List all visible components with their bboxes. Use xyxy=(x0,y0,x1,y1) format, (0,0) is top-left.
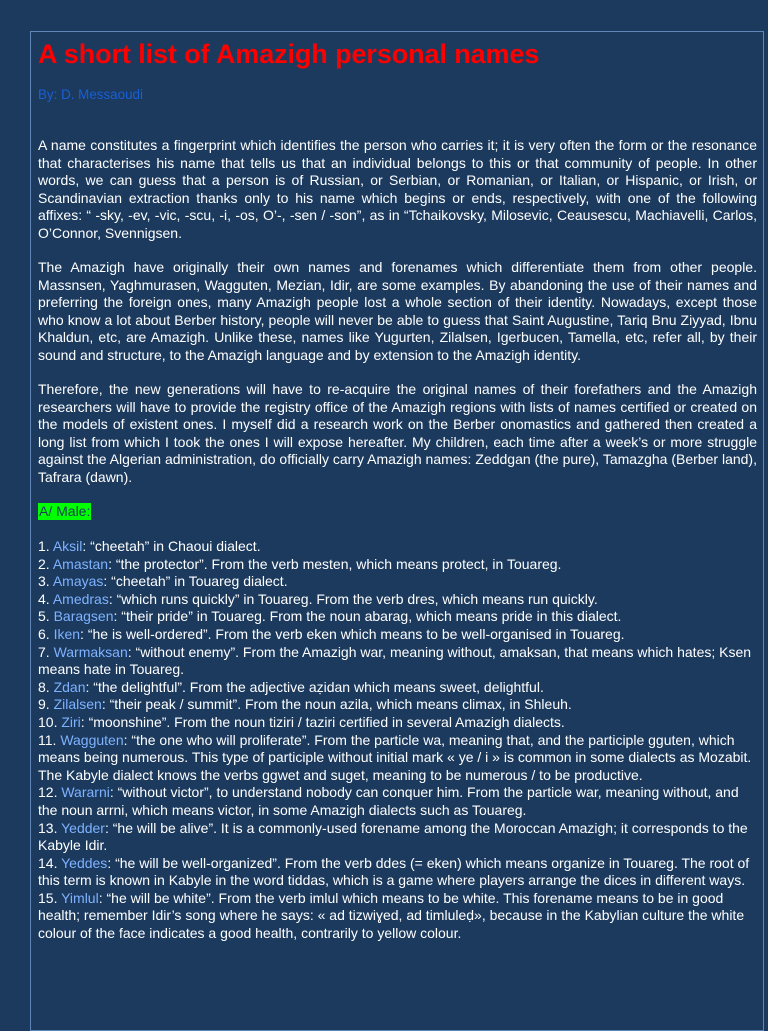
name-link: Ziri xyxy=(61,713,81,730)
list-item: 12. Wararni: “without victor”, to understand nobody can conquer him. From the particle war, meaning without, and the noun arrni, which means victor, in some Amazigh dialects such as Touareg. xyxy=(38,784,739,818)
list-item: 2. Amastan: “the protector”. From the verb mesten, which means protect, in Touareg. xyxy=(38,555,562,572)
intro-paragraph-3: Therefore, the new generations will have to re-acquire the original names of their forefathers and the Amazigh researchers will have to provide the registry office of the Amazigh regions with lists of names certified or created on the models of existent ones. I myself did a research work on the Berber onomastics and gathered then created a long list from which I took the ones I will expose hereafter. My children, each time after a week’s or more struggle against the Algerian administration, do officially carry Amazigh names: Zeddgan (the pure), Tamazgha (Berber land), Tafrara (dawn). xyxy=(38,381,757,485)
list-item: 1. Aksil: “cheetah” in Chaoui dialect. xyxy=(38,538,261,554)
author-byline: By: D. Messaoudi xyxy=(38,87,143,102)
name-link: Wararni xyxy=(61,784,110,801)
name-link: Zilalsen xyxy=(53,696,102,713)
name-link: Baragsen xyxy=(53,608,114,625)
list-item: 3. Amayas: “cheetah” in Touareg dialect. xyxy=(38,573,288,590)
document-page xyxy=(30,31,764,1031)
list-item: 4. Amedras: “which runs quickly” in Touareg. From the verb dres, which means run quickly. xyxy=(38,590,598,607)
intro-paragraph-2: The Amazigh have originally their own names and forenames which differentiate them from other people. Massnsen, Yaghmurasen, Wagguten, Mezian, Idir, are some examples. By abandoning the use of their names and preferring the foreign ones, many Amazigh people lost a whole section of their identity. Nowadays, except those who know a lot about Berber history, people will never be able to guess that Saint Augustine, Tariq Bnu Ziyyad, Ibnu Khaldun, etc, are Amazigh. Unlike these, names like Yugurten, Zilalsen, Igerbucen, Tamella, etc, refer all, by their sound and structure, to the Amazigh language and by extension to the Amazigh identity. xyxy=(38,259,757,363)
male-names-list xyxy=(38,538,757,943)
section-label-male: A/ Male: xyxy=(39,503,91,519)
list-item: 15. Yimlul: “he will be white”. From the verb imlul which means to be white. This forename means to be in good health; remember Idir’s song where he says: « ad tizwiɣed, ad timluleḍ», because in the Kabylian culture the white colour of the face indicates a good health, contrarily to yellow colour. xyxy=(38,889,745,942)
name-link: Yeddes xyxy=(61,854,108,871)
name-link: Amedras xyxy=(52,590,109,607)
list-item: 10. Ziri: “moonshine”. From the noun tiziri / taziri certified in several Amazigh dialects. xyxy=(38,713,565,730)
list-item: 14. Yeddes: “he will be well-organized”. From the verb ddes (= eken) which means organize in Touareg. The root of this term is known in Kabyle in the word tiddas, which is a game where players arrange the dices in different ways. xyxy=(38,854,750,889)
name-link: Aksil xyxy=(52,538,83,554)
name-link: Wagguten xyxy=(60,731,124,748)
name-link: Amayas xyxy=(52,573,104,590)
name-link: Iken xyxy=(53,625,81,642)
name-link: Amastan xyxy=(52,555,109,572)
list-item: 11. Wagguten: “the one who will proliferate”. From the particle wa, meaning that, and the participle gguten, which means being numerous. This type of participle without initial mark « ye / i » is common in some dialects as Mozabit. The Kabyle dialect knows the verbs ggwet and suget, meaning to be numerous / to be productive. xyxy=(38,731,752,783)
intro-paragraph-1: A name constitutes a fingerprint which identifies the person who carries it; it is very often the form or the resonance that characterises his name that tells us that an individual belongs to this or that community of people. In other words, we can guess that a person is of Russian, or Serbian, or Romanian, or Italian, or Hispanic, or Irish, or Scandinavian extraction thanks only to his name which begins or ends, respectively, with one of the following affixes: “ -sky, -ev, -vic, -scu, -i, -os, O’-, -sen / -son”, as in “Tchaikovsky, Milosevic, Ceausescu, Machiavelli, Carlos, O’Connor, Svennigsen. xyxy=(38,137,757,241)
name-link: Yedder xyxy=(61,819,105,836)
name-link: Warmaksan xyxy=(53,643,128,660)
list-item: 7. Warmaksan: “without enemy”. From the Amazigh war, meaning without, amaksan, that means which hates; Ksen means hate in Touareg. xyxy=(38,643,752,678)
page-title: A short list of Amazigh personal names xyxy=(38,39,540,69)
list-item: 6. Iken: “he is well-ordered”. From the verb eken which means to be well-organised in Touareg. xyxy=(38,625,625,642)
list-item: 8. Zdan: “the delightful”. From the adjective aẓidan which means sweet, delightful. xyxy=(38,678,544,695)
list-item: 9. Zilalsen: “their peak / summit”. From the noun azila, which means climax, in Shleuh. xyxy=(38,696,572,713)
list-item: 13. Yedder: “he will be alive”. It is a commonly-used forename among the Moroccan Amazigh; it corresponds to the Kabyle Idir. xyxy=(38,819,748,854)
name-link: Yimlul xyxy=(61,889,99,906)
list-item: 5. Baragsen: “their pride” in Touareg. From the noun abarag, which means pride in this dialect. xyxy=(38,608,622,625)
name-link: Zdan xyxy=(53,678,86,695)
